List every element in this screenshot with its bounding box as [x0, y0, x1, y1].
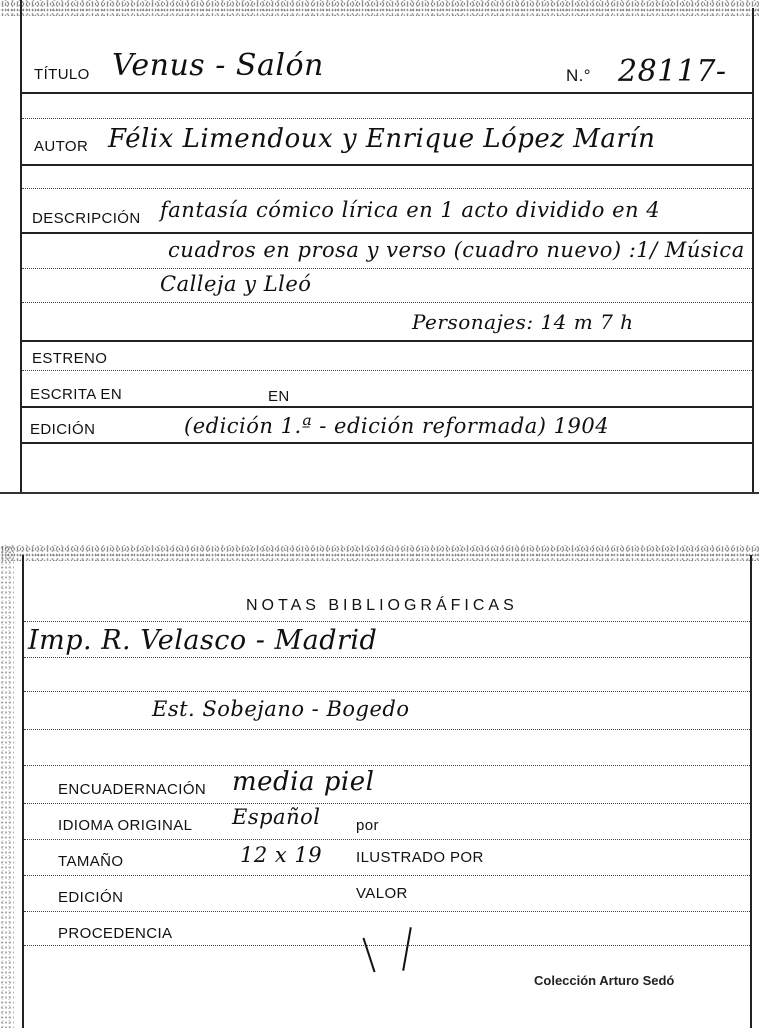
collection-credit: Colección Arturo Sedó	[534, 973, 675, 988]
ruled-line	[22, 188, 752, 189]
escrita-rule	[22, 406, 752, 408]
edicion-label-bottom: EDICIÓN	[58, 889, 124, 906]
personajes-note: Personajes: 14 m 7 h	[412, 310, 634, 334]
top-card-left-border	[20, 0, 22, 494]
bottom-card-right-border	[750, 555, 752, 1028]
titulo-label: TÍTULO	[34, 66, 90, 83]
top-catalog-card	[0, 0, 759, 494]
encuadernacion-value: media piel	[232, 767, 375, 797]
personajes-rule	[22, 340, 752, 342]
tamano-label: TAMAÑO	[58, 853, 124, 870]
autor-label: AUTOR	[34, 138, 89, 155]
ruled-line	[24, 945, 750, 946]
number-value: 28117-	[618, 54, 727, 89]
ruled-line	[24, 765, 750, 766]
encuadernacion-label: ENCUADERNACIÓN	[58, 781, 207, 798]
number-label: N.°	[566, 66, 591, 85]
ruled-line	[24, 875, 750, 876]
bottom-card-speckle-side	[0, 545, 14, 1028]
autor-rule	[22, 164, 752, 166]
descripcion-line-3: Calleja y Lleó	[160, 272, 312, 296]
bottom-card-left-border	[22, 555, 24, 1028]
procedencia-label: PROCEDENCIA	[58, 925, 173, 942]
ruled-line	[22, 118, 752, 119]
ruled-line	[24, 657, 750, 658]
titulo-rule	[22, 92, 752, 94]
ruled-line	[24, 691, 750, 692]
top-card-right-border	[752, 8, 754, 494]
ruled-line	[24, 803, 750, 804]
card-separator	[0, 492, 759, 494]
ruled-line	[24, 729, 750, 730]
bottom-card-speckle-edge	[0, 545, 759, 561]
ruled-line	[24, 839, 750, 840]
por-label: por	[356, 817, 379, 834]
escrita-en-label: ESCRITA EN	[30, 386, 123, 403]
notas-heading: NOTAS BIBLIOGRÁFICAS	[246, 597, 518, 614]
idioma-value: Español	[232, 805, 321, 829]
idioma-label: IDIOMA ORIGINAL	[58, 817, 193, 834]
top-card-speckle-edge	[0, 0, 759, 16]
autor-value: Félix Limendoux y Enrique López Marín	[108, 124, 656, 154]
titulo-value: Venus - Salón	[112, 48, 324, 83]
ruled-line	[22, 268, 752, 269]
ruled-line	[22, 302, 752, 303]
en-label: EN	[268, 388, 290, 405]
ruled-line	[24, 621, 750, 622]
pencil-mark	[362, 938, 375, 973]
ruled-line	[24, 911, 750, 912]
descripcion-line-2: cuadros en prosa y verso (cuadro nuevo) :1/ Música	[168, 238, 745, 262]
descripcion-line-1: fantasía cómico lírica en 1 acto dividido en 4	[160, 198, 661, 222]
edicion-rule	[22, 442, 752, 444]
ruled-line	[22, 370, 752, 371]
note-line-2: Est. Sobejano - Bogedo	[152, 697, 410, 721]
pencil-mark	[402, 927, 412, 971]
edicion-label: EDICIÓN	[30, 421, 96, 438]
edicion-value: (edición 1.ª - edición reformada) 1904	[184, 414, 610, 438]
note-line-1: Imp. R. Velasco - Madrid	[28, 625, 378, 656]
estreno-label: ESTRENO	[32, 350, 108, 367]
bottom-catalog-card	[0, 545, 759, 1028]
descripcion-rule	[22, 232, 752, 234]
descripcion-label: DESCRIPCIÓN	[32, 210, 141, 227]
ilustrado-label: ILUSTRADO POR	[356, 849, 484, 866]
valor-label: VALOR	[356, 885, 408, 902]
tamano-value: 12 x 19	[240, 843, 323, 867]
